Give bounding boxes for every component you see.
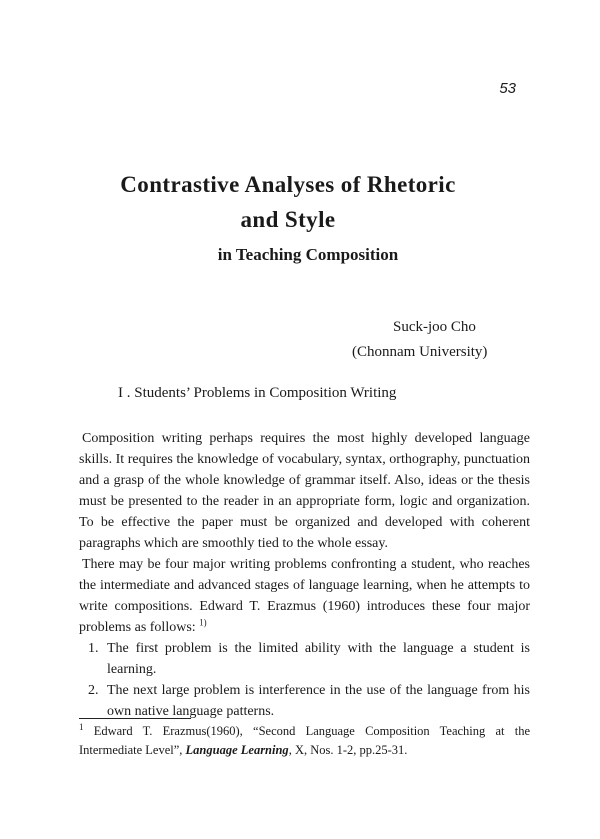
list-item (79, 680, 530, 722)
body-text (79, 428, 530, 722)
problem-list (79, 638, 530, 722)
footnote-reference: 1) (199, 617, 207, 628)
title-line-1: Contrastive Analyses of Rhetoric (120, 172, 456, 197)
footnote-journal: Language Learning (185, 743, 289, 757)
list-item-number: 1. (88, 641, 99, 656)
footnote-number: 1 (79, 721, 84, 732)
page-number: 53 (499, 80, 516, 97)
list-item (79, 638, 530, 680)
footnote-divider (79, 718, 191, 719)
paragraph-2 (79, 554, 530, 638)
list-item-text: The first problem is the limited ability with the language a student is learning. (107, 641, 530, 677)
title-line-2: and Style (240, 207, 336, 232)
author-affiliation: (Chonnam University) (352, 344, 488, 360)
paragraph-2-text: There may be four major writing problems confronting a student, who reaches the intermediate and advanced stages of language learning, when he attempts to write compositions. Edward T. Erazmus (1960) introduces these four major problems as follows: (79, 557, 530, 635)
list-item-text: The next large problem is interference in the use of the language from his own native language patterns. (107, 683, 530, 719)
subtitle: in Teaching Composition (217, 245, 399, 264)
paragraph-1: Composition writing perhaps requires the most highly developed language skills. It requires the knowledge of vocabulary, syntax, orthography, punctuation and a grasp of the whole knowledge of grammar itself. Also, ideas or the thesis must be presented to the reader in an appropriate form, logic and organization. To be effective the paper must be organized and developed with coherent paragraphs which are smoothly tied to the whole essay. (79, 431, 530, 551)
footnote-text-after: , X, Nos. 1-2, pp.25-31. (288, 743, 408, 757)
list-item-number: 2. (88, 683, 99, 698)
section-heading: I . Students’ Problems in Composition Writing (118, 385, 397, 401)
footnote (79, 722, 530, 760)
footnote-text-before: Edward T. Erazmus(1960), “Second Language Composition Teaching at the Intermediate Level”, (79, 724, 530, 757)
author-name: Suck-joo Cho (393, 319, 476, 335)
